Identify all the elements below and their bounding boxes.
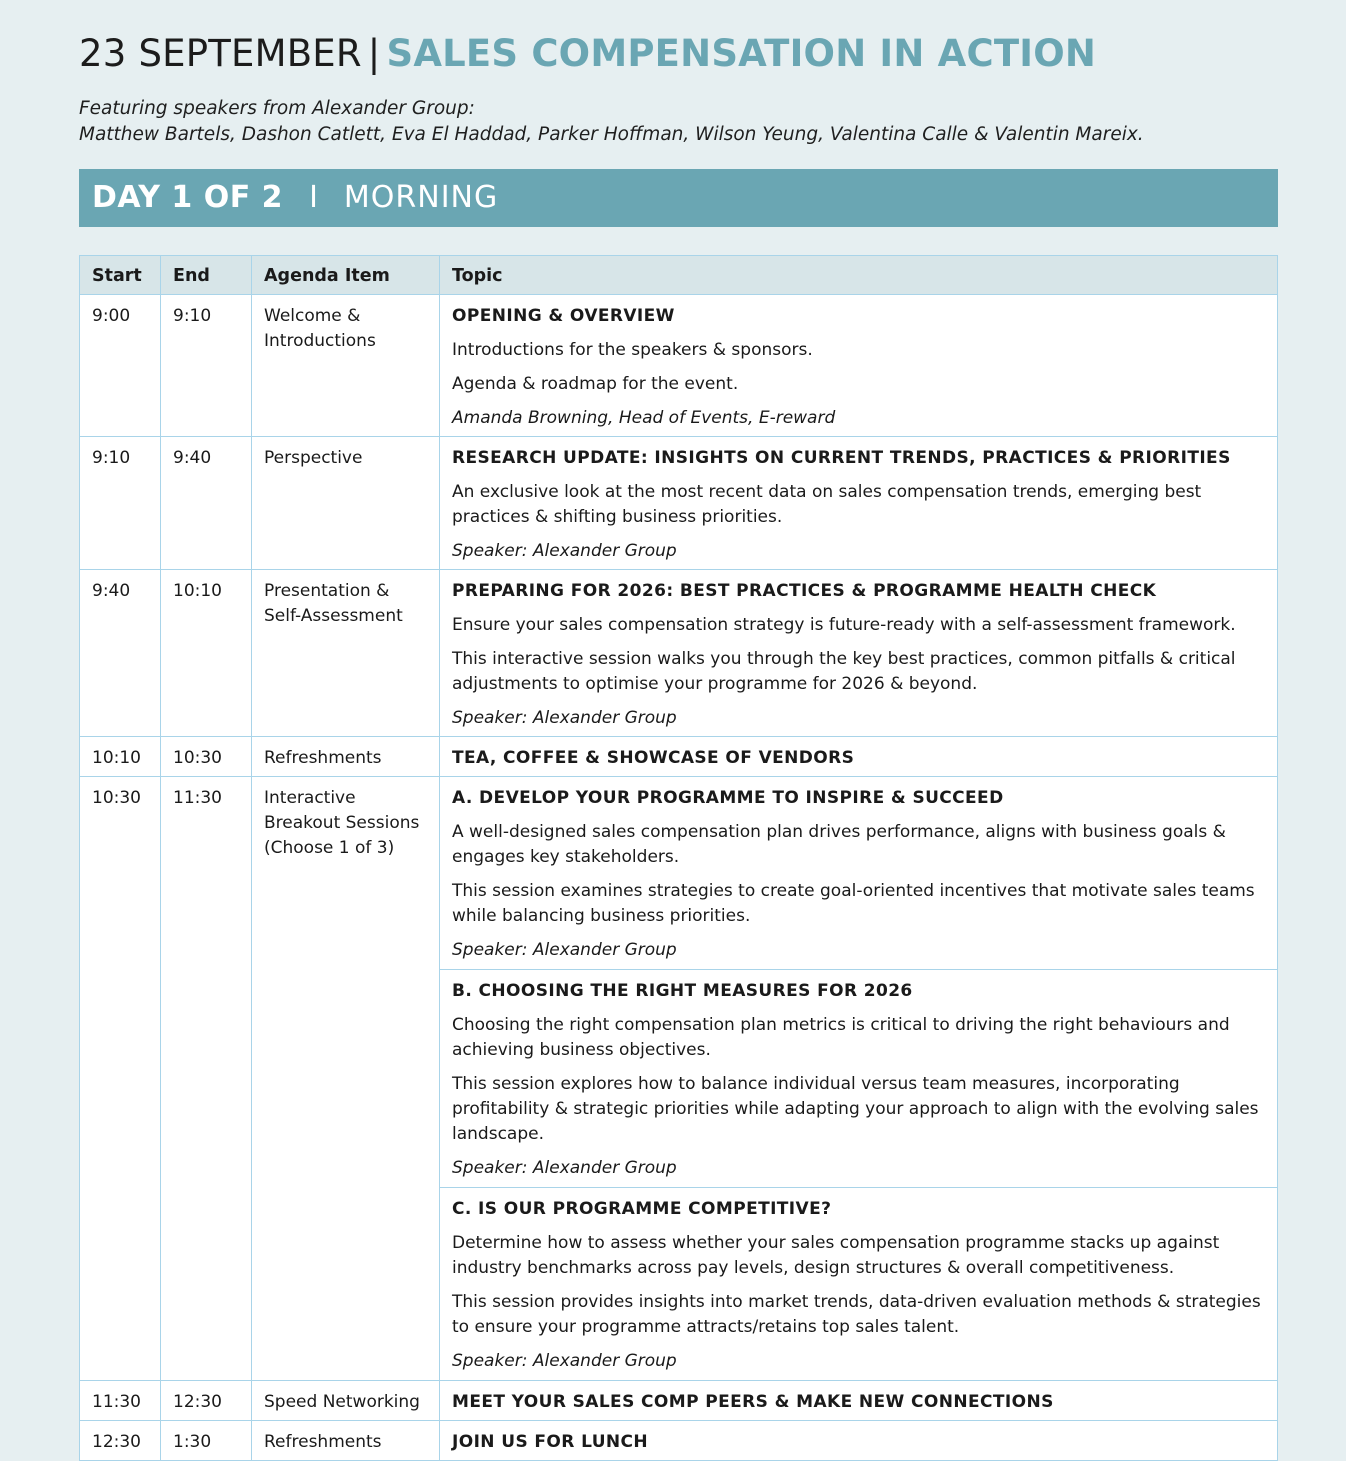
- breakout-session-a: [440, 777, 1277, 970]
- topic-cell: [440, 777, 1278, 1381]
- table-row: [80, 1421, 1278, 1461]
- session-description: This session examines strategies to create goal-oriented incentives that motivate sales teams while balancing business priorities.: [452, 881, 1255, 926]
- topic-speaker: Amanda Browning, Head of Events, E-reward: [452, 408, 836, 428]
- speakers-list: Matthew Bartels, Dashon Catlett, Eva El Haddad, Parker Hoffman, Wilson Yeung, Valentina Calle & Valentin Mareix.: [79, 124, 1144, 145]
- end-time: 12:30: [161, 1381, 252, 1421]
- topic-heading: RESEARCH UPDATE: INSIGHTS ON CURRENT TRENDS, PRACTICES & PRIORITIES: [452, 448, 1231, 468]
- speakers-intro: Featuring speakers from Alexander Group:: [79, 98, 475, 119]
- topic-heading: OPENING & OVERVIEW: [452, 306, 675, 326]
- topic-heading: MEET YOUR SALES COMP PEERS & MAKE NEW CONNECTIONS: [452, 1392, 1054, 1412]
- title-separator: |: [367, 32, 381, 75]
- end-time: 10:30: [161, 737, 252, 777]
- agenda-item: Refreshments: [252, 737, 440, 777]
- banner-day: DAY 1 OF 2: [92, 180, 284, 215]
- day-banner: [79, 169, 1278, 227]
- agenda-item: Refreshments: [252, 1421, 440, 1461]
- topic-description: Agenda & roadmap for the event.: [452, 374, 739, 394]
- table-row: [80, 437, 1278, 570]
- topic-description: This interactive session walks you through the key best practices, common pitfalls & critical adjustments to optimise your programme for 2026 & beyond.: [452, 649, 1236, 694]
- session-speaker: Speaker: Alexander Group: [452, 1158, 677, 1178]
- start-time: 9:10: [80, 437, 161, 570]
- agenda-item: Perspective: [252, 437, 440, 570]
- agenda-item: Welcome & Introductions: [252, 295, 440, 437]
- topic-speaker: Speaker: Alexander Group: [452, 708, 677, 728]
- event-date: 23 SEPTEMBER: [79, 32, 362, 75]
- topic-description: Ensure your sales compensation strategy is future-ready with a self-assessment framework.: [452, 615, 1236, 635]
- banner-part: MORNING: [343, 180, 499, 215]
- table-row: [80, 777, 1278, 1381]
- session-description: This session explores how to balance individual versus team measures, incorporating profitability & strategic priorities while adapting your approach to align with the evolving sales landscape.: [452, 1074, 1259, 1144]
- end-time: 1:30: [161, 1421, 252, 1461]
- breakout-session-c: [440, 1188, 1277, 1380]
- session-speaker: Speaker: Alexander Group: [452, 1351, 677, 1371]
- start-time: 12:30: [80, 1421, 161, 1461]
- table-row: [80, 737, 1278, 777]
- topic-cell: [440, 1421, 1278, 1461]
- start-time: 9:40: [80, 570, 161, 737]
- page-title: [79, 28, 1096, 80]
- end-time: 9:40: [161, 437, 252, 570]
- table-row: [80, 1381, 1278, 1421]
- start-time: 10:30: [80, 777, 161, 1381]
- end-time: 10:10: [161, 570, 252, 737]
- topic-description: Introductions for the speakers & sponsors.: [452, 340, 813, 360]
- topic-cell: [440, 737, 1278, 777]
- session-description: Determine how to assess whether your sales compensation programme stacks up against industry benchmarks across pay levels, design structures & overall competitiveness.: [452, 1233, 1220, 1278]
- topic-cell: [440, 295, 1278, 437]
- end-time: 9:10: [161, 295, 252, 437]
- table-header-row: [80, 256, 1278, 295]
- agenda-item: Speed Networking: [252, 1381, 440, 1421]
- column-header-start: Start: [80, 256, 161, 295]
- session-heading: A. DEVELOP YOUR PROGRAMME TO INSPIRE & SUCCEED: [452, 788, 1004, 808]
- speakers-block: [79, 96, 1144, 148]
- topic-heading: PREPARING FOR 2026: BEST PRACTICES & PROGRAMME HEALTH CHECK: [452, 581, 1157, 601]
- column-header-agenda-item: Agenda Item: [252, 256, 440, 295]
- column-header-end: End: [161, 256, 252, 295]
- agenda-item: Presentation & Self-Assessment: [252, 570, 440, 737]
- topic-cell: [440, 570, 1278, 737]
- session-description: A well-designed sales compensation plan drives performance, aligns with business goals & engages key stakeholders.: [452, 822, 1226, 867]
- banner-divider: I: [309, 180, 318, 215]
- end-time: 11:30: [161, 777, 252, 1381]
- topic-description: An exclusive look at the most recent data on sales compensation trends, emerging best practices & shifting business priorities.: [452, 482, 1202, 527]
- topic-cell: [440, 1381, 1278, 1421]
- table-row: [80, 570, 1278, 737]
- topic-speaker: Speaker: Alexander Group: [452, 541, 677, 561]
- agenda-item: Interactive Breakout Sessions (Choose 1 of 3): [252, 777, 440, 1381]
- breakout-session-b: [440, 970, 1277, 1188]
- agenda-table: [79, 255, 1278, 1461]
- topic-heading: JOIN US FOR LUNCH: [452, 1432, 649, 1452]
- table-row: [80, 295, 1278, 437]
- session-speaker: Speaker: Alexander Group: [452, 940, 677, 960]
- event-title: SALES COMPENSATION IN ACTION: [386, 32, 1097, 75]
- session-description: This session provides insights into market trends, data-driven evaluation methods & strategies to ensure your programme attracts/retains top sales talent.: [452, 1292, 1261, 1337]
- topic-cell: [440, 437, 1278, 570]
- topic-heading: TEA, COFFEE & SHOWCASE OF VENDORS: [452, 748, 855, 768]
- start-time: 11:30: [80, 1381, 161, 1421]
- session-description: Choosing the right compensation plan metrics is critical to driving the right behaviours and achieving business objectives.: [452, 1015, 1230, 1060]
- start-time: 9:00: [80, 295, 161, 437]
- session-heading: B. CHOOSING THE RIGHT MEASURES FOR 2026: [452, 981, 913, 1001]
- column-header-topic: Topic: [440, 256, 1278, 295]
- session-heading: C. IS OUR PROGRAMME COMPETITIVE?: [452, 1199, 832, 1219]
- start-time: 10:10: [80, 737, 161, 777]
